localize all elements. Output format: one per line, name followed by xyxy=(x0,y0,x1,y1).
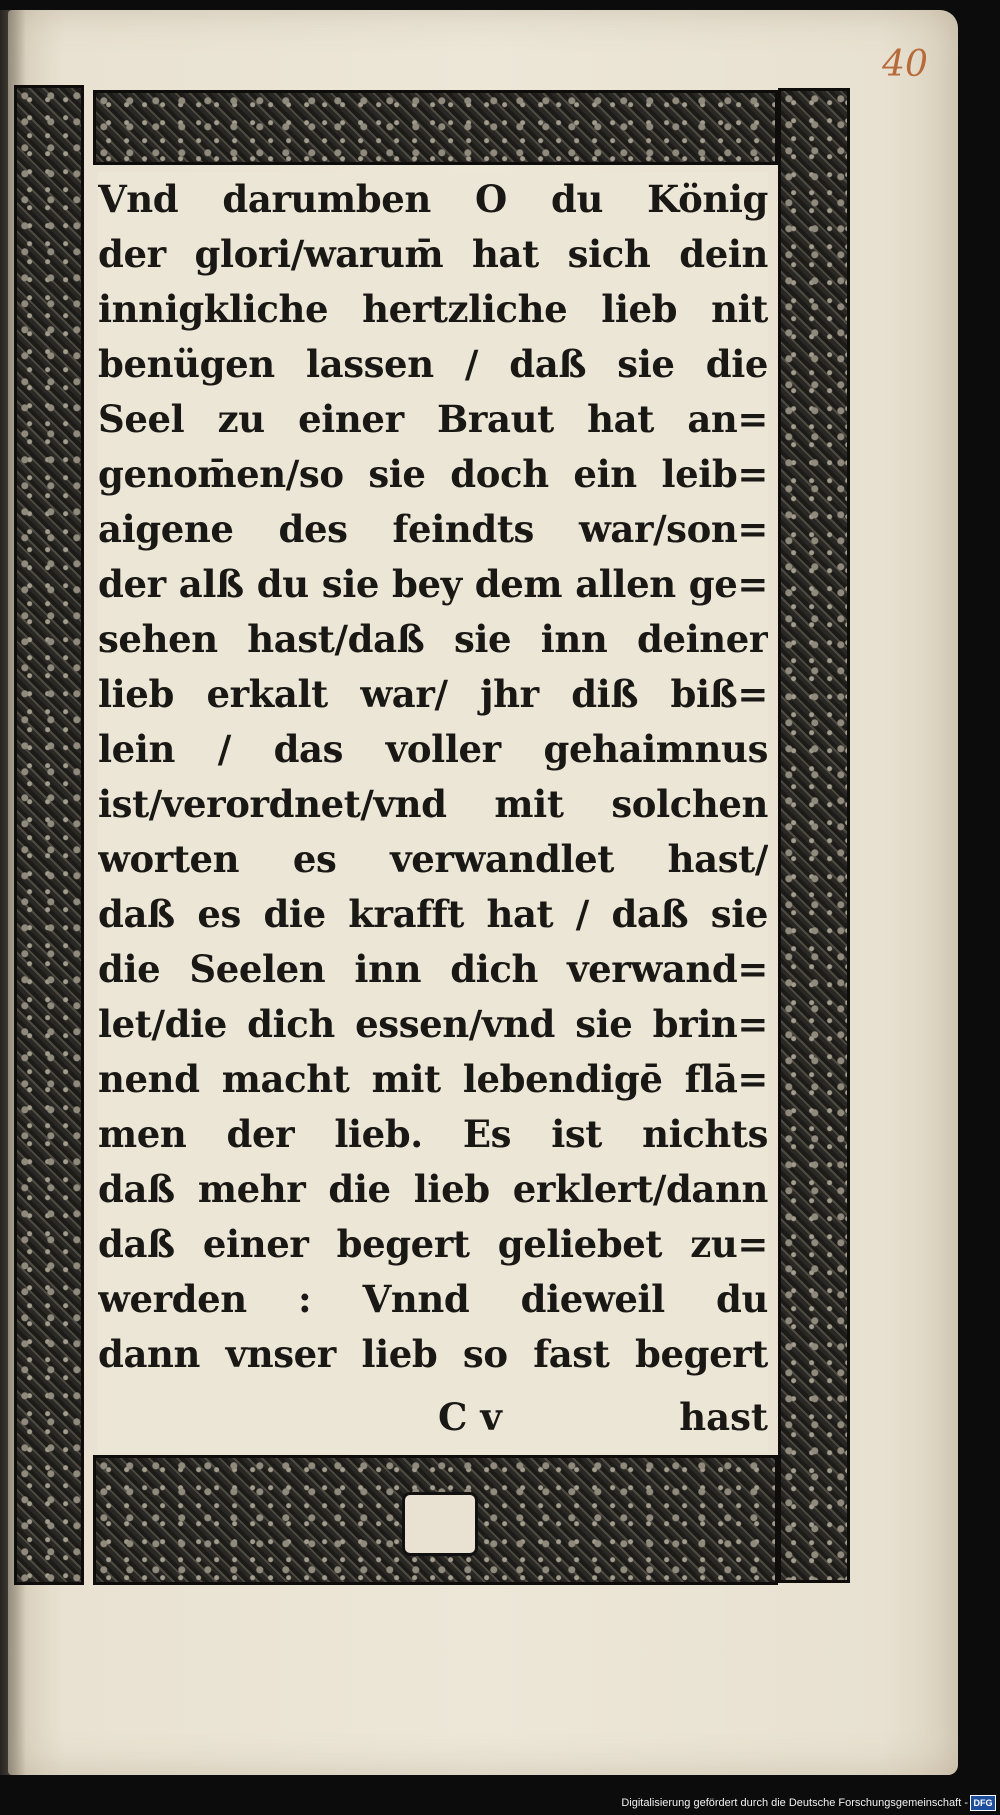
folio-number: 40 xyxy=(882,44,928,85)
text-line: genom̄en/so sie doch ein leib= xyxy=(98,452,768,496)
text-line: lein / das voller gehaimnus xyxy=(98,727,768,771)
text-line: aigene des feindts war/son= xyxy=(98,507,768,551)
text-line: die Seelen inn dich verwand= xyxy=(98,947,768,991)
text-line: men der lieb. Es ist nichts xyxy=(98,1112,768,1156)
dfg-logo: DFG xyxy=(970,1795,996,1811)
text-line: dann vnser lieb so fast begert xyxy=(98,1332,768,1376)
text-line: worten es verwandlet hast/ xyxy=(98,837,768,881)
text-line: der glori/warum̄ hat sich dein xyxy=(98,232,768,276)
text-line: nend macht mit lebendigē flā= xyxy=(98,1057,768,1101)
woodcut-border-top xyxy=(93,90,778,165)
text-block xyxy=(98,172,768,1452)
text-line: Vnd darumben O du König xyxy=(98,177,768,221)
text-line: Seel zu einer Braut hat an= xyxy=(98,397,768,441)
text-line: benügen lassen / daß sie die xyxy=(98,342,768,386)
text-line: lieb erkalt war/ jhr diß biß= xyxy=(98,672,768,716)
digitization-credit: Digitalisierung gefördert durch die Deutsche Forschungsgemeinschaft - xyxy=(621,1797,968,1809)
text-line: let/die dich essen/vnd sie brin= xyxy=(98,1002,768,1046)
signature-mark: C v xyxy=(438,1395,502,1439)
text-line: daß mehr die lieb erklert/dann xyxy=(98,1167,768,1211)
text-line: sehen hast/daß sie inn deiner xyxy=(98,617,768,661)
woodcut-border-right xyxy=(778,88,850,1583)
text-line: daß einer begert geliebet zu= xyxy=(98,1222,768,1266)
woodcut-border-left xyxy=(14,85,84,1585)
text-line: daß es die krafft hat / daß sie xyxy=(98,892,768,936)
catchword-row xyxy=(98,1390,768,1444)
border-cartouche xyxy=(402,1492,478,1556)
catchword: hast xyxy=(679,1395,768,1439)
text-line: innigkliche hertzliche lieb nit xyxy=(98,287,768,331)
text-line: der alß du sie bey dem allen ge= xyxy=(98,562,768,606)
text-line: ist/verordnet/vnd mit solchen xyxy=(98,782,768,826)
woodcut-border-bottom xyxy=(93,1455,778,1585)
text-line: werden : Vnnd dieweil du xyxy=(98,1277,768,1321)
